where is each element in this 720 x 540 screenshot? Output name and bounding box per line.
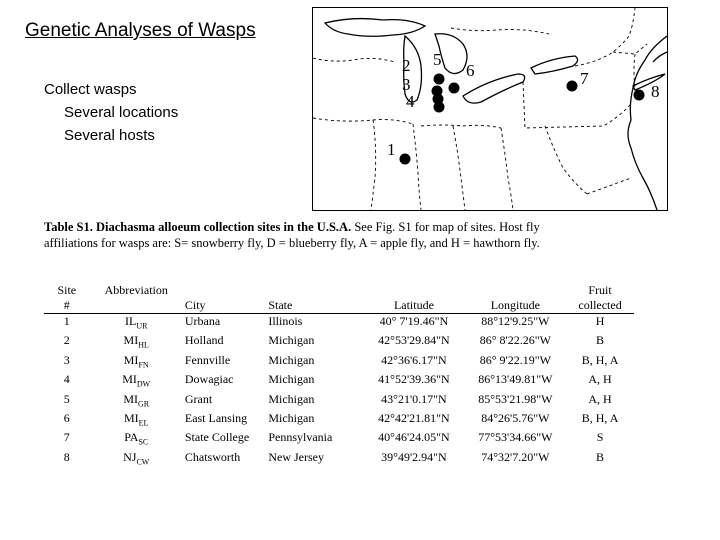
cell-longitude: 77°53'34.66"W bbox=[478, 430, 553, 445]
table-row bbox=[44, 372, 634, 391]
state-border bbox=[453, 126, 465, 210]
site-marker bbox=[634, 90, 645, 101]
col-header-site: Site bbox=[57, 283, 77, 297]
table-header-row bbox=[44, 283, 634, 298]
cell-state: Illinois bbox=[268, 314, 303, 328]
state-border bbox=[371, 120, 376, 210]
cell-site: 2 bbox=[63, 333, 70, 348]
cell-abbreviation: $PA_{SC}$ bbox=[124, 430, 149, 447]
col-header-city: City bbox=[183, 298, 266, 314]
site-marker bbox=[400, 154, 411, 165]
site-label: 5 bbox=[433, 50, 442, 69]
slide-title: Genetic Analyses of Wasps bbox=[25, 20, 256, 41]
cell-abbreviation: $NJ_{CW}$ bbox=[123, 449, 150, 467]
state-border bbox=[613, 44, 647, 54]
cell-city: Fennville bbox=[184, 352, 231, 367]
cell-latitude: 42°53'29.84"N bbox=[378, 333, 450, 348]
bullet-item: Several hosts bbox=[64, 127, 155, 144]
cell-fruit: B, H, A bbox=[581, 410, 619, 425]
table-row bbox=[44, 333, 634, 352]
cell-site: 4 bbox=[63, 372, 70, 387]
col-header-state bbox=[266, 283, 363, 298]
cell-state: Michigan bbox=[268, 372, 315, 387]
cell-abbreviation: $MI_{GR}$ bbox=[123, 391, 150, 408]
state-border bbox=[413, 124, 421, 210]
cell-abbreviation: $MI_{DW}$ bbox=[122, 372, 151, 389]
cell-longitude: 85°53'21.98"W bbox=[478, 391, 553, 406]
site-label: 3 bbox=[402, 75, 411, 94]
cell-fruit: A, H bbox=[588, 372, 612, 387]
cell-latitude: 41°52'39.36"N bbox=[378, 372, 450, 387]
cell-abbreviation: $MI_{HL}$ bbox=[123, 333, 149, 350]
table-header-row bbox=[44, 298, 634, 314]
cell-longitude: 86° 9'22.19"W bbox=[479, 352, 551, 367]
col-header-longitude bbox=[465, 283, 567, 298]
cell-longitude: 86° 8'22.26"W bbox=[479, 333, 551, 348]
table-caption bbox=[44, 219, 584, 251]
site-marker bbox=[434, 74, 445, 85]
site-label: 7 bbox=[580, 69, 589, 88]
table-row bbox=[44, 430, 634, 449]
col-header-site: # bbox=[44, 298, 90, 314]
cell-abbreviation: $IL_{UR}$ bbox=[125, 314, 148, 331]
site-label: 2 bbox=[402, 56, 411, 75]
cell-fruit: H bbox=[595, 314, 605, 328]
cell-state: Pennsylvania bbox=[268, 430, 333, 445]
table-row bbox=[44, 392, 634, 411]
site-marker bbox=[434, 102, 445, 113]
state-border bbox=[451, 28, 549, 34]
cell-longitude: 88°12'9.25"W bbox=[481, 314, 550, 328]
bullet-list bbox=[44, 78, 178, 147]
col-header-abbreviation: Abbreviation bbox=[104, 283, 168, 297]
col-header-city bbox=[183, 283, 266, 298]
cell-longitude: 74°32'7.20"W bbox=[481, 449, 550, 464]
cell-site: 7 bbox=[63, 430, 70, 445]
cell-state: New Jersey bbox=[268, 449, 324, 464]
state-border bbox=[501, 128, 513, 210]
cell-fruit: B, H, A bbox=[581, 352, 619, 367]
cell-longitude: 86°13'49.81"W bbox=[478, 372, 553, 387]
bullet-item: Several locations bbox=[64, 104, 179, 121]
col-header-fruit: Fruit bbox=[588, 283, 612, 297]
cell-city: Grant bbox=[184, 391, 213, 406]
cell-site: 8 bbox=[63, 449, 70, 464]
table-row bbox=[44, 353, 634, 372]
col-header-longitude: Longitude bbox=[465, 298, 567, 314]
site-label: 6 bbox=[466, 61, 475, 80]
state-border bbox=[421, 125, 501, 128]
table-row bbox=[44, 411, 634, 430]
cell-abbreviation: $MI_{FN}$ bbox=[123, 352, 149, 370]
state-border bbox=[545, 126, 587, 194]
cell-city: Dowagiac bbox=[184, 372, 234, 387]
cell-latitude: 43°21'0.17"N bbox=[381, 391, 447, 406]
caption-lead: Table S1. Diachasma alloeum collection sites in the U.S.A. bbox=[44, 220, 352, 234]
cell-state: Michigan bbox=[268, 410, 315, 425]
cell-fruit: A, H bbox=[588, 391, 612, 406]
site-label: 1 bbox=[387, 140, 396, 159]
lake-superior bbox=[325, 19, 425, 37]
cell-latitude: 40° 7'19.46"N bbox=[379, 314, 449, 328]
state-border bbox=[575, 8, 635, 66]
cell-fruit: B bbox=[596, 449, 605, 464]
cell-site: 6 bbox=[63, 410, 70, 425]
site-label: 4 bbox=[406, 92, 415, 111]
collection-sites-table bbox=[44, 283, 634, 469]
cell-latitude: 42°42'21.81"N bbox=[378, 410, 450, 425]
bullet-item: Collect wasps bbox=[44, 81, 137, 98]
cell-city: Holland bbox=[184, 333, 224, 348]
site-marker bbox=[567, 81, 578, 92]
cell-city: Urbana bbox=[184, 314, 221, 328]
cell-longitude: 84°26'5.76"W bbox=[481, 410, 550, 425]
cell-latitude: 42°36'6.17"N bbox=[381, 352, 447, 367]
cell-city: East Lansing bbox=[184, 410, 248, 425]
col-header-state: State bbox=[266, 298, 363, 314]
cape-cod bbox=[653, 52, 667, 62]
state-border bbox=[587, 178, 631, 194]
long-island bbox=[633, 74, 665, 90]
collection-sites-map bbox=[312, 7, 668, 211]
state-border bbox=[313, 118, 413, 124]
cell-site: 5 bbox=[63, 391, 70, 406]
col-header-latitude: Latitude bbox=[363, 298, 464, 314]
table-row bbox=[44, 314, 634, 334]
col-header-abbreviation bbox=[90, 298, 183, 314]
site-marker bbox=[449, 83, 460, 94]
cell-site: 1 bbox=[63, 314, 70, 328]
cell-abbreviation: $MI_{EL}$ bbox=[124, 410, 149, 428]
state-border bbox=[313, 58, 395, 62]
cell-fruit: B bbox=[596, 333, 605, 348]
map-drawing bbox=[313, 8, 667, 210]
col-header-latitude bbox=[363, 283, 464, 298]
caption-text: See Fig. S1 for map of sites. Host fly affiliations for wasps are: S= snowberry fly, D = blueberry fly, A = apple fly, and H = hawthorn fly. bbox=[44, 220, 540, 250]
cell-state: Michigan bbox=[268, 333, 315, 348]
lake-ontario bbox=[531, 56, 578, 74]
cell-city: Chatsworth bbox=[184, 449, 241, 464]
col-header-fruit: collected bbox=[566, 298, 634, 314]
cell-latitude: 39°49'2.94"N bbox=[381, 449, 447, 464]
cell-state: Michigan bbox=[268, 391, 315, 406]
cell-city: State College bbox=[184, 430, 250, 445]
site-label: 8 bbox=[651, 82, 660, 101]
cell-state: Michigan bbox=[268, 352, 315, 367]
cell-latitude: 40°46'24.05"N bbox=[378, 430, 450, 445]
cell-fruit: S bbox=[596, 430, 604, 445]
table-row bbox=[44, 450, 634, 469]
cell-site: 3 bbox=[63, 352, 70, 367]
state-border bbox=[523, 82, 631, 128]
